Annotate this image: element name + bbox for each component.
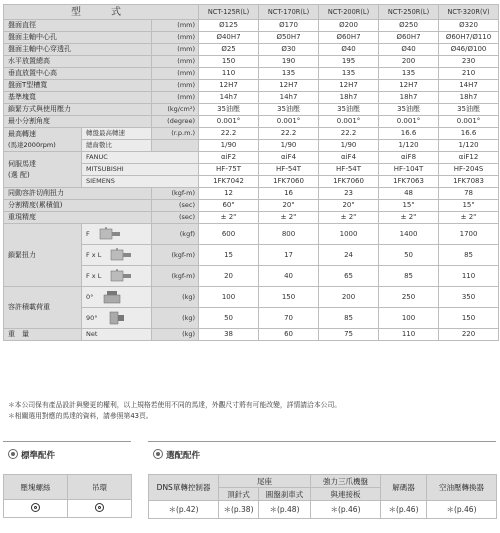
value-cell: 135 bbox=[379, 68, 439, 80]
servo-brand: MITSUBISHI bbox=[82, 164, 199, 176]
spec-unit: (mm) bbox=[152, 68, 199, 80]
value-cell: 1FK7060 bbox=[319, 176, 379, 188]
value-cell: 75 bbox=[319, 329, 379, 341]
value-cell: Ø60H7 bbox=[379, 32, 439, 44]
value-cell: 85 bbox=[319, 308, 379, 329]
spec-label: 盤面主軸中心孔 bbox=[4, 32, 152, 44]
clamp-sub bbox=[82, 266, 152, 287]
value-cell: ± 2" bbox=[319, 212, 379, 224]
value-cell: 200 bbox=[379, 56, 439, 68]
opt-header-air-oil: 空油壓轉換器 bbox=[427, 475, 497, 501]
value-cell: 85 bbox=[379, 266, 439, 287]
value-cell: 65 bbox=[319, 266, 379, 287]
value-cell: Ø320 bbox=[439, 20, 499, 32]
value-cell: Ø50H7 bbox=[259, 32, 319, 44]
opt-header-tail-brake: 圓盤刹車式 bbox=[259, 488, 311, 501]
model-header: NCT-320R(V) bbox=[439, 5, 499, 20]
value-cell: 78 bbox=[439, 188, 499, 200]
speed-ratio-label: 總齒數比 bbox=[82, 140, 152, 152]
value-cell: 14h7 bbox=[199, 92, 259, 104]
opt-header-dns: DNS單轉控制器 bbox=[149, 475, 219, 501]
speed-label-sub: (馬達2000rpm) bbox=[8, 140, 56, 149]
opt-header-chuck-plate: 與連接板 bbox=[311, 488, 381, 501]
value-cell: Ø170 bbox=[259, 20, 319, 32]
spec-label: 重現精度 bbox=[4, 212, 152, 224]
value-cell: 17 bbox=[259, 245, 319, 266]
value-cell: Ø40 bbox=[319, 44, 379, 56]
speed-unit: (r.p.m.) bbox=[152, 128, 199, 140]
spec-row bbox=[4, 32, 499, 44]
spec-label: 基準塊寬 bbox=[4, 92, 152, 104]
clamp-sub bbox=[82, 245, 152, 266]
value-cell: 150 bbox=[439, 308, 499, 329]
optional-accessories-table bbox=[148, 474, 497, 519]
spec-label: 垂直放置中心高 bbox=[4, 68, 152, 80]
value-cell: 35油壓 bbox=[319, 104, 379, 116]
value-cell: Ø40H7 bbox=[199, 32, 259, 44]
opt-ref: ＊(p.46) bbox=[427, 501, 497, 519]
servo-brand: FANUC bbox=[82, 152, 199, 164]
speed-sub-label: 轉盤最高轉速 bbox=[82, 128, 152, 140]
value-cell: Ø30 bbox=[259, 44, 319, 56]
opt-ref: ＊(p.38) bbox=[219, 501, 259, 519]
weight-label: 重 量 bbox=[4, 329, 82, 341]
value-cell: ± 2" bbox=[439, 212, 499, 224]
value-cell: 70 bbox=[259, 308, 319, 329]
value-cell: 12H7 bbox=[319, 80, 379, 92]
section-bullet-icon bbox=[8, 449, 18, 459]
value-cell: 15" bbox=[439, 200, 499, 212]
spec-label: 分割精度(累積值) bbox=[4, 200, 152, 212]
spec-row bbox=[4, 56, 499, 68]
servo-label bbox=[4, 152, 82, 188]
value-cell: HF-54T bbox=[319, 164, 379, 176]
load-sub-label: 0° bbox=[86, 293, 94, 301]
value-cell: Ø25 bbox=[199, 44, 259, 56]
spec-unit: (mm) bbox=[152, 56, 199, 68]
opt-ref: ＊(p.46) bbox=[381, 501, 427, 519]
spec-unit: (mm) bbox=[152, 20, 199, 32]
value-cell: 20" bbox=[259, 200, 319, 212]
speed-label-main: 最高轉速 bbox=[8, 129, 36, 138]
load-unit: (kg) bbox=[152, 308, 199, 329]
value-cell: 1000 bbox=[319, 224, 379, 245]
value-cell: 1/90 bbox=[259, 140, 319, 152]
value-cell: HF-104T bbox=[379, 164, 439, 176]
spec-row bbox=[4, 287, 499, 308]
speed-label bbox=[4, 128, 82, 152]
value-cell: 0.001° bbox=[259, 116, 319, 128]
spec-unit: (mm) bbox=[152, 92, 199, 104]
clamp-diagram-icon bbox=[109, 269, 133, 283]
weight-sub-label: Net bbox=[82, 329, 152, 341]
spec-row bbox=[4, 212, 499, 224]
opt-header-chuck: 強力三爪機盤 bbox=[311, 475, 381, 488]
value-cell: 230 bbox=[439, 56, 499, 68]
spec-label: 最小分割角度 bbox=[4, 116, 152, 128]
std-included-clamp-screw bbox=[4, 500, 68, 518]
clamp-diagram-icon bbox=[98, 227, 122, 241]
value-cell: 60 bbox=[259, 329, 319, 341]
value-cell: 800 bbox=[259, 224, 319, 245]
standard-accessories-title: 標準配件 bbox=[8, 448, 55, 461]
clamp-diagram-icon bbox=[109, 248, 133, 262]
standard-divider bbox=[3, 441, 131, 442]
spec-unit: (sec) bbox=[152, 200, 199, 212]
spec-unit: (sec) bbox=[152, 212, 199, 224]
value-cell: 14h7 bbox=[259, 92, 319, 104]
value-cell: 0.001° bbox=[439, 116, 499, 128]
opt-header-tail-center: 頂針式 bbox=[219, 488, 259, 501]
std-included-lifting-ring bbox=[68, 500, 132, 518]
value-cell: 150 bbox=[199, 56, 259, 68]
value-cell: 0.001° bbox=[199, 116, 259, 128]
spec-row bbox=[4, 5, 499, 20]
value-cell: 16.6 bbox=[379, 128, 439, 140]
value-cell: 50 bbox=[379, 245, 439, 266]
spec-row bbox=[4, 80, 499, 92]
value-cell: 15 bbox=[199, 245, 259, 266]
value-cell: HF-204S bbox=[439, 164, 499, 176]
clamp-unit: (kgf-m) bbox=[152, 245, 199, 266]
value-cell: 600 bbox=[199, 224, 259, 245]
value-cell: 12H7 bbox=[259, 80, 319, 92]
clamp-unit: (kgf) bbox=[152, 224, 199, 245]
model-header: NCT-200R(L) bbox=[319, 5, 379, 20]
value-cell: 135 bbox=[319, 68, 379, 80]
value-cell: 48 bbox=[379, 188, 439, 200]
value-cell: αiF12 bbox=[439, 152, 499, 164]
value-cell: 350 bbox=[439, 287, 499, 308]
value-cell: 195 bbox=[319, 56, 379, 68]
clamp-label: 鎖緊扭力 bbox=[4, 224, 82, 287]
value-cell: 1FK7063 bbox=[379, 176, 439, 188]
spec-label: 水平放置總高 bbox=[4, 56, 152, 68]
servo-brand: SIEMENS bbox=[82, 176, 199, 188]
spec-row bbox=[4, 20, 499, 32]
value-cell: 18h7 bbox=[319, 92, 379, 104]
value-cell: Ø200 bbox=[319, 20, 379, 32]
value-cell: 0.001° bbox=[379, 116, 439, 128]
opt-ref: ＊(p.46) bbox=[311, 501, 381, 519]
spec-label: 盤面T型槽寬 bbox=[4, 80, 152, 92]
spec-row bbox=[4, 200, 499, 212]
value-cell: 12H7 bbox=[379, 80, 439, 92]
spec-row bbox=[4, 92, 499, 104]
value-cell: 12H7 bbox=[199, 80, 259, 92]
value-cell: 0.001° bbox=[319, 116, 379, 128]
load-orientation-icon bbox=[106, 310, 128, 326]
opt-header-encoder: 解碼器 bbox=[381, 475, 427, 501]
value-cell: 16.6 bbox=[439, 128, 499, 140]
spec-table bbox=[3, 4, 499, 341]
value-cell: 16 bbox=[259, 188, 319, 200]
spec-unit: (mm) bbox=[152, 80, 199, 92]
clamp-sub bbox=[82, 224, 152, 245]
spec-unit: (kg/cm²) bbox=[152, 104, 199, 116]
model-title: 型 式 bbox=[4, 5, 199, 20]
value-cell: HF-54T bbox=[259, 164, 319, 176]
value-cell: 18h7 bbox=[379, 92, 439, 104]
weight-unit: (kg) bbox=[152, 329, 199, 341]
optional-divider bbox=[148, 441, 496, 442]
spec-row bbox=[4, 152, 499, 164]
value-cell: 110 bbox=[439, 266, 499, 287]
value-cell: 20" bbox=[319, 200, 379, 212]
spec-label: 鎖緊方式與使用壓力 bbox=[4, 104, 152, 116]
value-cell: 20 bbox=[199, 266, 259, 287]
value-cell: 23 bbox=[319, 188, 379, 200]
spec-row bbox=[4, 68, 499, 80]
spec-unit: (mm) bbox=[152, 32, 199, 44]
value-cell: HF-75T bbox=[199, 164, 259, 176]
spec-row bbox=[4, 116, 499, 128]
value-cell: 35油壓 bbox=[199, 104, 259, 116]
note-line: ＊本公司保有產品設計與變更的權利，以上規格若使用不同的馬達，外觀尺寸將有可能改變，詳情請洽本公司。 bbox=[8, 401, 342, 409]
spec-row bbox=[4, 224, 499, 245]
section-bullet-icon bbox=[153, 449, 163, 459]
value-cell: 40 bbox=[259, 266, 319, 287]
value-cell: 38 bbox=[199, 329, 259, 341]
value-cell: Ø40 bbox=[379, 44, 439, 56]
value-cell: 110 bbox=[379, 329, 439, 341]
spec-row bbox=[4, 188, 499, 200]
value-cell: 190 bbox=[259, 56, 319, 68]
spec-unit: (degree) bbox=[152, 116, 199, 128]
spec-row bbox=[4, 128, 499, 140]
value-cell: 110 bbox=[199, 68, 259, 80]
spec-row bbox=[4, 44, 499, 56]
value-cell: 1400 bbox=[379, 224, 439, 245]
spec-label: 盤面主軸中心穿透孔 bbox=[4, 44, 152, 56]
value-cell: 60" bbox=[199, 200, 259, 212]
value-cell: 1/90 bbox=[199, 140, 259, 152]
value-cell: Ø125 bbox=[199, 20, 259, 32]
double-circle-icon bbox=[95, 503, 104, 512]
clamp-sub-label: F bbox=[86, 230, 90, 238]
value-cell: 220 bbox=[439, 329, 499, 341]
value-cell: 200 bbox=[319, 287, 379, 308]
spec-row bbox=[4, 329, 499, 341]
servo-label-main: 伺服馬達 bbox=[8, 159, 36, 168]
value-cell: 22.2 bbox=[319, 128, 379, 140]
clamp-sub-label: F x L bbox=[86, 272, 102, 280]
double-circle-icon bbox=[31, 503, 40, 512]
model-header: NCT-170R(L) bbox=[259, 5, 319, 20]
value-cell: 18h7 bbox=[439, 92, 499, 104]
value-cell: ± 2" bbox=[379, 212, 439, 224]
value-cell: 35油壓 bbox=[379, 104, 439, 116]
opt-ref: ＊(p.48) bbox=[259, 501, 311, 519]
load-sub bbox=[82, 308, 152, 329]
value-cell: 1/120 bbox=[439, 140, 499, 152]
value-cell: 35油壓 bbox=[439, 104, 499, 116]
value-cell: 1FK7042 bbox=[199, 176, 259, 188]
speed-ratio-unit bbox=[152, 140, 199, 152]
value-cell: 1/120 bbox=[379, 140, 439, 152]
spec-unit: (kgf-m) bbox=[152, 188, 199, 200]
value-cell: 24 bbox=[319, 245, 379, 266]
value-cell: αiF8 bbox=[379, 152, 439, 164]
standard-accessories-table bbox=[3, 474, 132, 518]
spec-row bbox=[4, 104, 499, 116]
value-cell: 100 bbox=[379, 308, 439, 329]
std-header-clamp-screw: 壓塊螺絲 bbox=[4, 475, 68, 500]
spec-unit: (mm) bbox=[152, 44, 199, 56]
value-cell: 15" bbox=[379, 200, 439, 212]
load-orientation-icon bbox=[101, 289, 123, 305]
value-cell: Ø60H7/Ø110 bbox=[439, 32, 499, 44]
value-cell: 14H7 bbox=[439, 80, 499, 92]
value-cell: 12 bbox=[199, 188, 259, 200]
value-cell: αiF4 bbox=[319, 152, 379, 164]
value-cell: 210 bbox=[439, 68, 499, 80]
value-cell: αiF4 bbox=[259, 152, 319, 164]
value-cell: 1700 bbox=[439, 224, 499, 245]
spec-label: 同動容許切削扭力 bbox=[4, 188, 152, 200]
value-cell: 1FK7060 bbox=[259, 176, 319, 188]
value-cell: 150 bbox=[259, 287, 319, 308]
value-cell: 22.2 bbox=[199, 128, 259, 140]
value-cell: ± 2" bbox=[259, 212, 319, 224]
value-cell: 35油壓 bbox=[259, 104, 319, 116]
opt-header-tailstock: 尾座 bbox=[219, 475, 311, 488]
value-cell: Ø250 bbox=[379, 20, 439, 32]
value-cell: 1FK7083 bbox=[439, 176, 499, 188]
opt-ref: ＊(p.42) bbox=[149, 501, 219, 519]
load-label: 容許積載荷重 bbox=[4, 287, 82, 329]
std-header-lifting-ring: 吊環 bbox=[68, 475, 132, 500]
value-cell: ± 2" bbox=[199, 212, 259, 224]
value-cell: 1/90 bbox=[319, 140, 379, 152]
model-header: NCT-250R(L) bbox=[379, 5, 439, 20]
servo-label-sub: (選 配) bbox=[8, 170, 30, 179]
clamp-sub-label: F x L bbox=[86, 251, 102, 259]
spec-label: 盤面直徑 bbox=[4, 20, 152, 32]
load-unit: (kg) bbox=[152, 287, 199, 308]
value-cell: 250 bbox=[379, 287, 439, 308]
note-line: ＊相關選用對應的馬達的資料，請參照第43頁。 bbox=[8, 412, 153, 420]
load-sub bbox=[82, 287, 152, 308]
value-cell: Ø46/Ø100 bbox=[439, 44, 499, 56]
value-cell: 22.2 bbox=[259, 128, 319, 140]
value-cell: 135 bbox=[259, 68, 319, 80]
value-cell: Ø60H7 bbox=[319, 32, 379, 44]
clamp-unit: (kgf-m) bbox=[152, 266, 199, 287]
value-cell: 100 bbox=[199, 287, 259, 308]
value-cell: αiF2 bbox=[199, 152, 259, 164]
value-cell: 50 bbox=[199, 308, 259, 329]
load-sub-label: 90° bbox=[86, 314, 98, 322]
optional-accessories-title: 選配配件 bbox=[153, 448, 200, 461]
model-header: NCT-125R(L) bbox=[199, 5, 259, 20]
value-cell: 85 bbox=[439, 245, 499, 266]
